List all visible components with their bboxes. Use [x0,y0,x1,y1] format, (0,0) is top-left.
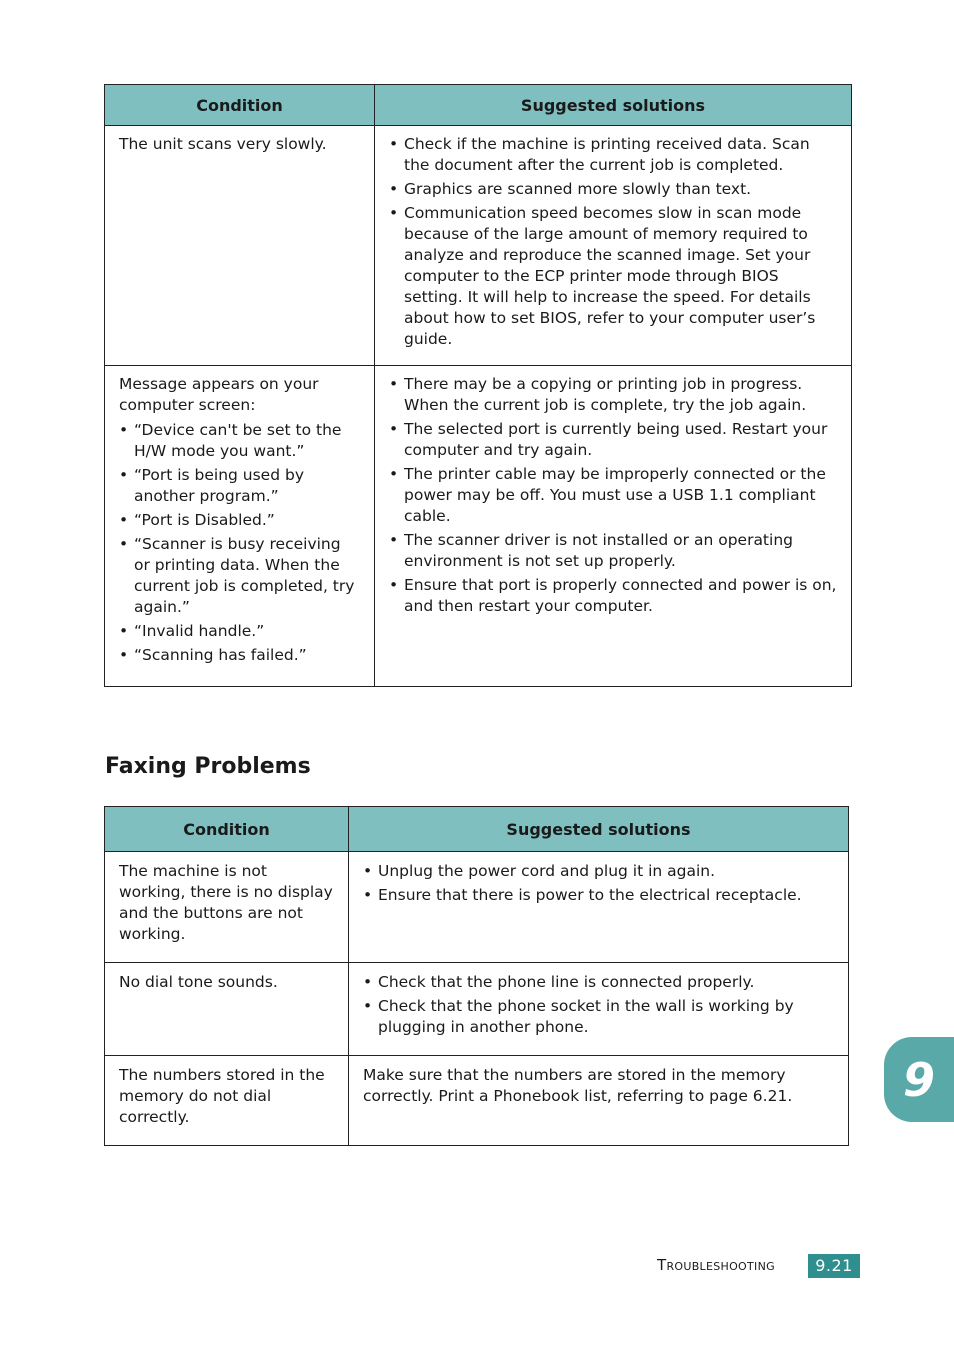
list-item: • “Device can't be set to the H/W mode you want.” [119,420,360,462]
list-item: • Communication speed becomes slow in scan mode because of the large amount of memory required to analyze and reproduce the scanned image. Set your computer to the ECP printer mode through BIOS setting. It will help to increase the speed. For details about how to set BIOS, refer to your computer user’s guide. [389,203,839,350]
scan-problems-table [104,84,852,687]
solutions-cell [349,1056,849,1146]
list-item: • “Scanning has failed.” [119,645,360,666]
condition-text: The machine is not working, there is no display and the buttons are not working. [119,862,333,943]
message-list [119,420,360,666]
list-item: • Check if the machine is printing received data. Scan the document after the current job is completed. [389,134,839,176]
condition-text: No dial tone sounds. [119,973,278,991]
table-row [105,366,852,687]
list-item: • “Invalid handle.” [119,621,360,642]
solutions-header: Suggested solutions [375,85,852,126]
table-row [105,126,852,366]
list-item: • The scanner driver is not installed or an operating environment is not set up properly. [389,530,839,572]
solutions-cell [349,963,849,1056]
condition-text: The numbers stored in the memory do not dial correctly. [119,1066,325,1126]
list-item: • The printer cable may be improperly connected or the power may be off. You must use a USB 1.1 compliant cable. [389,464,839,527]
table-row [105,852,849,963]
solutions-header: Suggested solutions [349,807,849,852]
condition-text: Message appears on your computer screen: [119,375,319,414]
solutions-cell [375,126,852,366]
solutions-list [389,374,839,617]
solutions-cell [375,366,852,687]
table-header-row [105,807,849,852]
condition-text: The unit scans very slowly. [119,135,327,153]
condition-cell [105,1056,349,1146]
condition-cell [105,366,375,687]
chapter-number: 9 [902,1052,935,1107]
table-row [105,963,849,1056]
table-header-row [105,85,852,126]
section-title: Faxing Problems [105,754,311,779]
footer-section-label: Troubleshooting [657,1256,775,1274]
fax-problems-table [104,806,849,1146]
list-item: • Ensure that there is power to the electrical receptacle. [363,885,834,906]
solution-text: Make sure that the numbers are stored in the memory correctly. Print a Phonebook list, referring to page 6.21. [363,1066,793,1105]
list-item: • Ensure that port is properly connected and power is on, and then restart your computer. [389,575,839,617]
list-item: • Unplug the power cord and plug it in again. [363,861,834,882]
list-item: • “Port is being used by another program.” [119,465,360,507]
list-item: • “Port is Disabled.” [119,510,360,531]
table-row [105,1056,849,1146]
solutions-list [389,134,839,350]
solutions-cell [349,852,849,963]
condition-cell [105,126,375,366]
condition-header: Condition [105,85,375,126]
list-item: • Graphics are scanned more slowly than text. [389,179,839,200]
list-item: • The selected port is currently being used. Restart your computer and try again. [389,419,839,461]
list-item: • There may be a copying or printing job in progress. When the current job is complete, try the job again. [389,374,839,416]
condition-cell [105,963,349,1056]
chapter-tab [884,1037,954,1122]
list-item: • Check that the phone line is connected properly. [363,972,834,993]
list-item: • “Scanner is busy receiving or printing data. When the current job is completed, try again.” [119,534,360,618]
condition-cell [105,852,349,963]
solutions-list [363,972,834,1038]
solutions-list [363,861,834,906]
list-item: • Check that the phone socket in the wall is working by plugging in another phone. [363,996,834,1038]
page-number: 9.21 [808,1254,860,1278]
condition-header: Condition [105,807,349,852]
